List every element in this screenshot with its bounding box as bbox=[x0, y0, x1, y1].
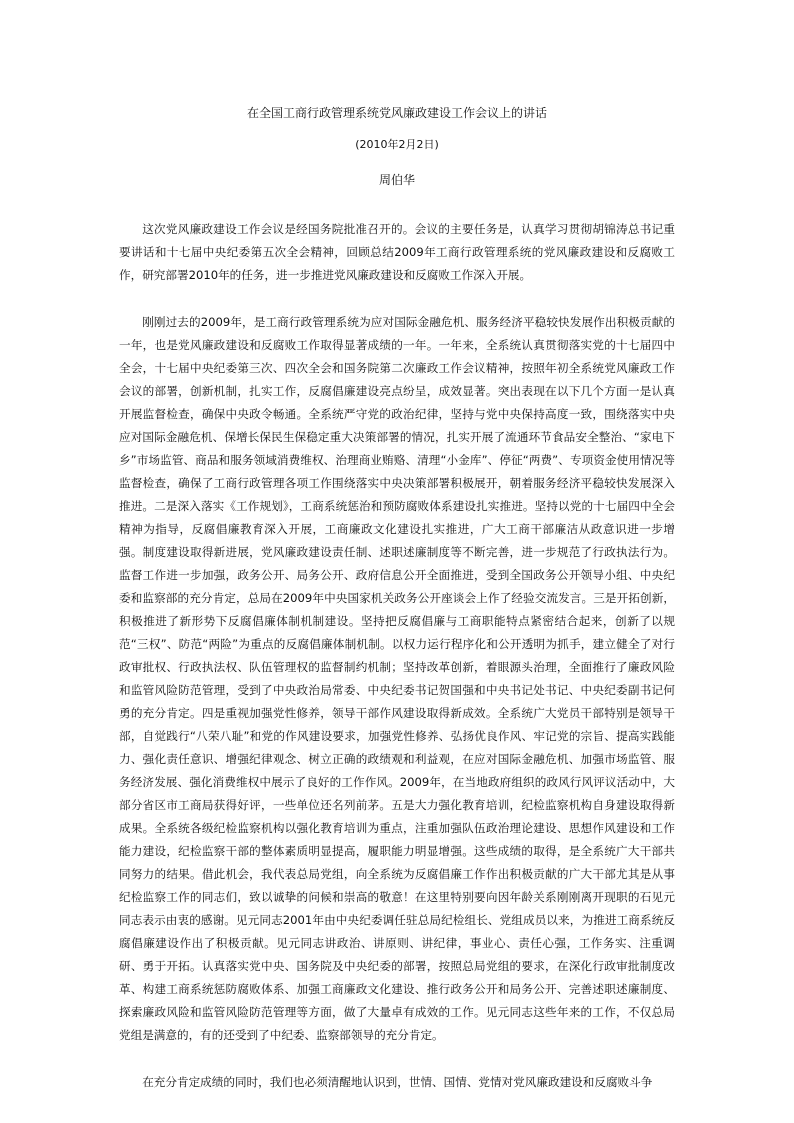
document-body bbox=[119, 218, 675, 1118]
document-title: 在全国工商行政管理系统党风廉政建设工作会议上的讲话 bbox=[246, 106, 547, 120]
document-date: (2010年2月2日) bbox=[355, 138, 439, 151]
paragraph: 在充分肯定成绩的同时，我们也必须清醒地认识到，世情、国情、党情对党风廉政建设和反腐败斗争 bbox=[142, 1075, 653, 1089]
paragraph: 刚刚过去的2009年，是工商行政管理系统为应对国际金融危机、服务经济平稳较快发展作出积极贡献的一年，也是党风廉政建设和反腐败工作取得显著成绩的一年。一年来，全系统认真贯彻落实党的十七届四中全会，十七届中央纪委第三次、四次全会和国务院第二次廉政工作会议精神，按照年初全系统党风廉政工作会议的部署，创新机制，扎实工作，反腐倡廉建设亮点纷呈，成效显著。突出表现在以下几个方面一是认真开展监督检查，确保中央政令畅通。全系统严守党的政治纪律，坚持与党中央保持高度一致，围绕落实中央应对国际金融危机、保增长保民生保稳定重大决策部署的情况，扎实开展了流通环节食品安全整治、“家电下乡”市场监管、商品和服务领域消费维权、治理商业贿赂、清理“小金库”、停征“两费”、专项资金使用情况等监督检查，确保了工商行政管理各项工作围绕落实中央决策部署积极展开，朝着服务经济平稳较快发展深入推进。二是深入落实《工作规划》，工商系统惩治和预防腐败体系建设扎实推进。坚持以党的十七届四中全会精神为指导，反腐倡廉教育深入开展，工商廉政文化建设扎实推进，广大工商干部廉洁从政意识进一步增强。制度建设取得新进展，党风廉政建设责任制、述职述廉制度等不断完善，进一步规范了行政执法行为。监督工作进一步加强，政务公开、局务公开、政府信息公开全面推进，受到全国政务公开领导小组、中央纪委和监察部的充分肯定，总局在2009年中央国家机关政务公开座谈会上作了经验交流发言。三是开拓创新，积极推进了新形势下反腐倡廉体制机制建设。坚持把反腐倡廉与工商职能特点紧密结合起来，创新了以规范“三权”、防范“两险”为重点的反腐倡廉体制机制。以权力运行程序化和公开透明为抓手，建立健全了对行政审批权、行政执法权、队伍管理权的监督制约机制；坚持改革创新，着眼源头治理，全面推行了廉政风险和监管风险防范管理，受到了中央政治局常委、中央纪委书记贺国强和中央书记处书记、中央纪委副书记何勇的充分肯定。四是重视加强党性修养，领导干部作风建设取得新成效。全系统广大党员干部特别是领导干部，自觉践行“八荣八耻”和党的作风建设要求，加强党性修养、弘扬优良作风、牢记党的宗旨、提高实践能力、强化责任意识、增强纪律观念、树立正确的政绩观和利益观，在应对国际金融危机、加强市场监管、服务经济发展、强化消费维权中展示了良好的工作作风。2009年，在当地政府组织的政风行风评议活动中，大部分省区市工商局获得好评，一些单位还名列前茅。五是大力强化教育培训，纪检监察机构自身建设取得新成果。全系统各级纪检监察机构以强化教育培训为重点，注重加强队伍政治理论建设、思想作风建设和工作能力建设，纪检监察干部的整体素质明显提高，履职能力明显增强。这些成绩的取得，是全系统广大干部共同努力的结果。借此机会，我代表总局党组，向全系统为反腐倡廉工作作出积极贡献的广大干部尤其是从事纪检监察工作的同志们，致以诚挚的问候和崇高的敬意！在这里特别要向因年龄关系刚刚离开现职的石见元同志表示由衷的感谢。见元同志2001年由中央纪委调任驻总局纪检组长、党组成员以来，为推进工商系统反腐倡廉建设作出了积极贡献。见元同志讲政治、讲原则、讲纪律，事业心、责任心强，工作务实、注重调研、勇于开拓。认真落实党中央、国务院及中央纪委的部署，按照总局党组的要求，在深化行政审批制度改革、构建工商系统惩防腐败体系、加强工商廉政文化建设、推行政务公开和局务公开、完善述职述廉制度、探索廉政风险和监管风险防范管理等方面，做了大量卓有成效的工作。见元同志这些年来的工作，不仅总局党组是满意的，有的还受到了中纪委、监察部领导的充分肯定。 bbox=[119, 315, 675, 1042]
document-author: 周伯华 bbox=[378, 173, 415, 187]
paragraph: 这次党风廉政建设工作会议是经国务院批准召开的。会议的主要任务是，认真学习贯彻胡锦涛总书记重要讲话和十七届中央纪委第五次全会精神，回顾总结2009年工商行政管理系统的党风廉政建设和反腐败工作，研究部署2010年的任务，进一步推进党风廉政建设和反腐败工作深入开展。 bbox=[119, 222, 675, 282]
